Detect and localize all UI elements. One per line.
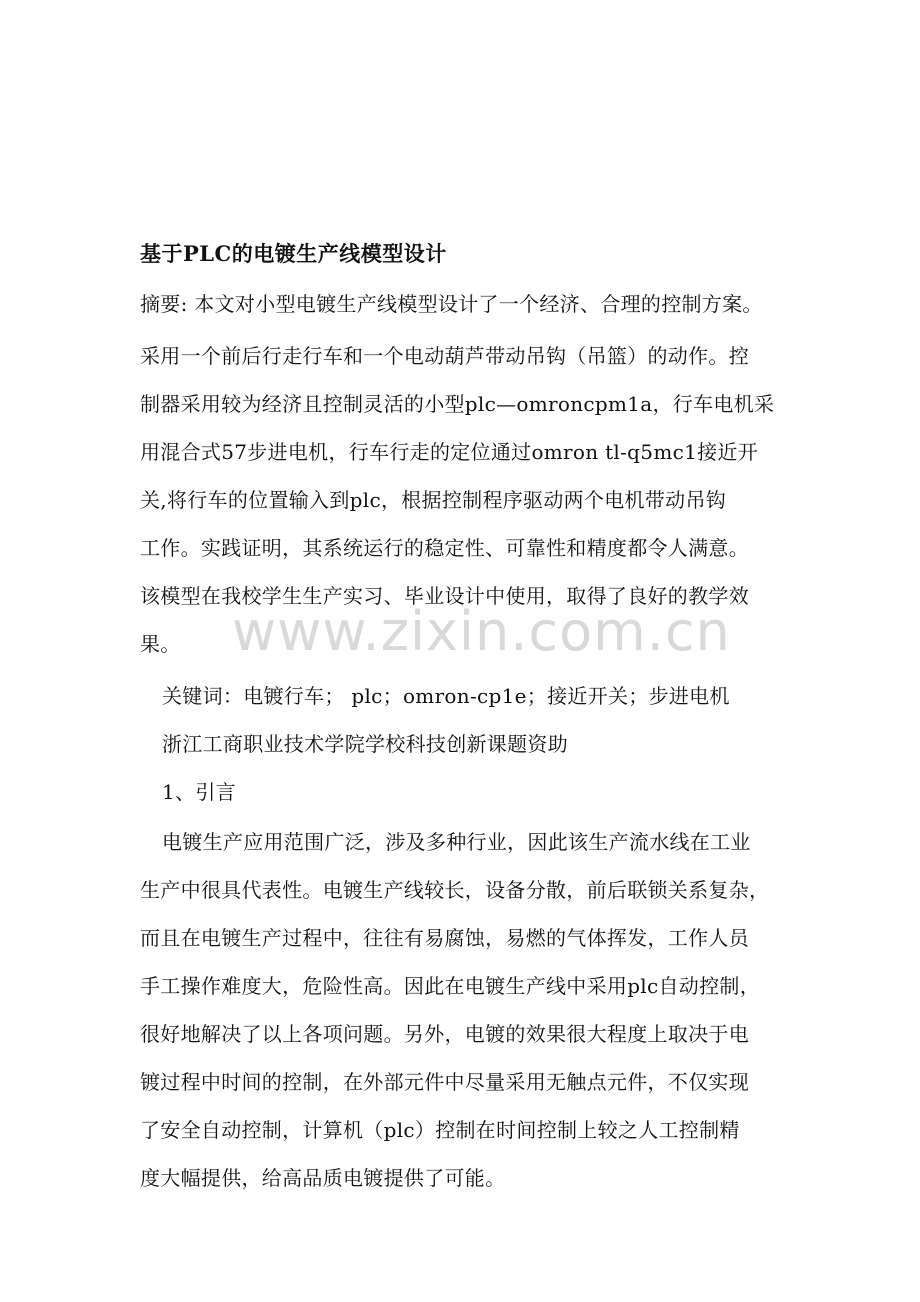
intro-line: 度大幅提供，给高品质电镀提供了可能。 (140, 1166, 506, 1190)
abstract-line: 工作。实践证明，其系统运行的稳定性、可靠性和精度都令人满意。 (140, 536, 749, 560)
intro-line: 很好地解决了以上各项问题。另外，电镀的效果很大程度上取决于电 (140, 1022, 749, 1046)
intro-line: 电镀生产应用范围广泛，涉及多种行业，因此该生产流水线在工业 (162, 830, 751, 854)
intro-line: 而且在电镀生产过程中，往往有易腐蚀，易燃的气体挥发，工作人员 (140, 926, 749, 950)
intro-line: 生产中很具代表性。电镀生产线较长，设备分散，前后联锁关系复杂， (140, 878, 770, 902)
abstract-line: 该模型在我校学生生产实习、毕业设计中使用，取得了良好的教学效 (140, 584, 749, 608)
abstract-line: 制器采用较为经济且控制灵活的小型plc—omroncpm1a，行车电机采 (140, 392, 775, 416)
intro-line: 镀过程中时间的控制，在外部元件中尽量采用无触点元件，不仅实现 (140, 1070, 749, 1094)
abstract-line: 采用一个前后行走行车和一个电动葫芦带动吊钩（吊篮）的动作。控 (140, 344, 749, 368)
section-heading: 1、引言 (162, 780, 236, 804)
abstract-line: 关,将行车的位置输入到plc，根据控制程序驱动两个电机带动吊钩 (140, 488, 727, 512)
intro-line: 手工操作难度大，危险性高。因此在电镀生产线中采用plc自动控制， (140, 974, 760, 998)
keywords-line: 关键词：电镀行车； plc；omron-cp1e；接近开关；步进电机 (162, 684, 730, 708)
abstract-line: 摘要: 本文对小型电镀生产线模型设计了一个经济、合理的控制方案。 (140, 292, 763, 316)
intro-line: 了安全自动控制，计算机（plc）控制在时间控制上较之人工控制精 (140, 1118, 740, 1142)
watermark-text: www.zixin.com.cn (232, 600, 731, 663)
funding-line: 浙江工商职业技术学院学校科技创新课题资助 (162, 732, 568, 756)
abstract-line: 用混合式57步进电机，行车行走的定位通过omron tl-q5mc1接近开 (140, 440, 759, 464)
abstract-line: 果。 (140, 632, 181, 656)
document-title: 基于PLC的电镀生产线模型设计 (140, 241, 447, 266)
